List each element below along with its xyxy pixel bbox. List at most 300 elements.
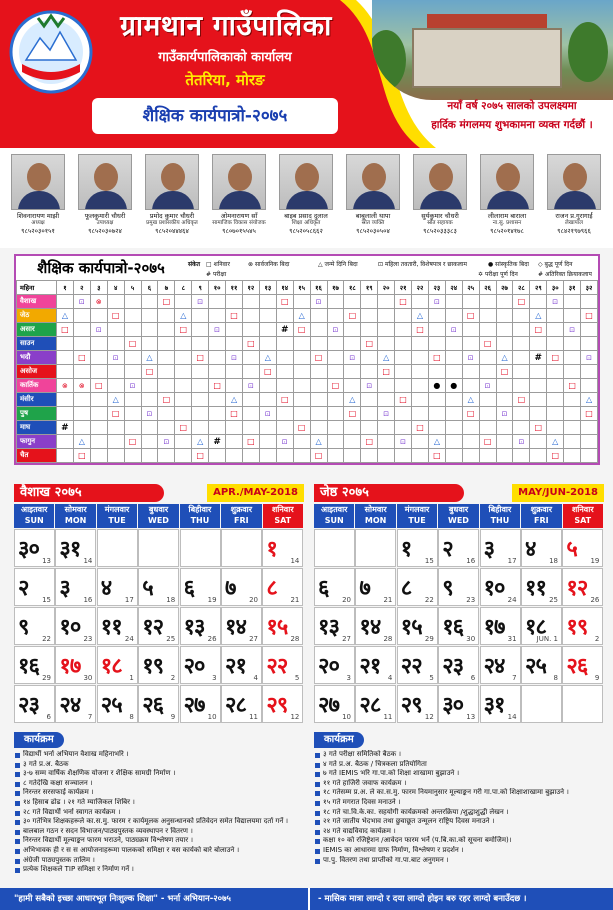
weekday-nepali: शनिवार	[571, 505, 594, 514]
day-cell: ⊡	[564, 323, 581, 337]
weekday-english: MON	[364, 516, 387, 525]
official-name: शिवनारायण माझी	[16, 212, 60, 220]
day-cell	[293, 449, 310, 463]
portrait-photo	[279, 154, 333, 210]
legend-symbol-icon: #	[538, 271, 544, 278]
day-cell	[327, 309, 344, 323]
day-cell	[192, 421, 209, 435]
day-cell	[496, 393, 513, 407]
day-cell	[428, 323, 445, 337]
day-cell	[496, 309, 513, 323]
day-cell	[107, 295, 124, 309]
day-cell: □	[547, 449, 564, 463]
day-cell	[445, 365, 462, 379]
day-cell	[378, 435, 395, 449]
date-cell	[521, 685, 562, 723]
day-cell	[344, 379, 361, 393]
official-role: सामाजिक विकास संयोजक	[212, 220, 266, 226]
day-cell	[445, 435, 462, 449]
date-cell	[97, 529, 138, 567]
day-cell	[293, 337, 310, 351]
day-cell: ●	[428, 379, 445, 393]
calendar-header	[14, 484, 304, 502]
english-date: 9	[594, 674, 600, 682]
month-name: जेठ	[17, 309, 57, 323]
day-cell	[226, 435, 243, 449]
day-cell	[581, 365, 598, 379]
day-cell: □	[395, 393, 412, 407]
day-cell: △	[462, 393, 479, 407]
day-cell	[479, 393, 496, 407]
program-item: ७ गते IEMIS भरि गा.पा.को शिक्षा शाखामा बुझाउने ।	[314, 769, 609, 779]
day-cell: □	[124, 337, 141, 351]
day-cell	[530, 407, 547, 421]
day-number-header: ४	[107, 281, 124, 295]
program-item: १८ गतेसम्म प्र.अ. ले का.स.मु. फारम नियमानुसार मूल्याङ्कन गरी गा.पा.को शिक्षाशाखामा बुझाउने ।	[314, 788, 609, 798]
day-cell: □	[412, 323, 429, 337]
day-cell: ⊡	[378, 407, 395, 421]
english-date: 10	[342, 713, 351, 721]
official-phone: ९८५२०५८६६२	[289, 227, 323, 235]
english-date: 23	[466, 596, 476, 604]
day-cell	[242, 351, 259, 365]
day-cell: □	[57, 323, 74, 337]
legend-symbol-icon: ⊡	[378, 261, 384, 268]
day-cell	[192, 309, 209, 323]
day-cell	[547, 323, 564, 337]
program-item: ८ गतेदेखि कक्षा सञ्चालन ।	[14, 779, 304, 789]
day-cell	[412, 393, 429, 407]
program-item: २१ गते जातीय भेदभाव तथा छुवाछूत उन्मूलन राष्ट्रिय दिवस मनाउने ।	[314, 817, 609, 827]
day-cell	[107, 421, 124, 435]
day-cell	[259, 435, 276, 449]
legend-header: संकेत	[188, 261, 201, 268]
program-item: बालबाल गठन र सदन विभाजन/पाठ्यपुस्तक व्यवस्थापन र वितरण ।	[14, 827, 304, 837]
weekday-nepali: मंगलवार	[104, 505, 130, 514]
nepali-date: १६	[18, 654, 39, 679]
day-cell	[175, 393, 192, 407]
day-cell	[141, 421, 158, 435]
date-cell	[562, 685, 603, 723]
weekday-header-row	[14, 504, 304, 528]
day-cell	[158, 309, 175, 323]
nepali-date: १२	[566, 576, 588, 601]
english-date: 2	[170, 674, 176, 682]
month-row	[17, 379, 598, 393]
english-date: 18	[166, 596, 176, 604]
day-cell	[242, 449, 259, 463]
calendar-banner: शैक्षिक कार्यपात्रो-२०७५	[92, 98, 338, 134]
day-cell: □	[158, 393, 175, 407]
portrait-photo	[480, 154, 534, 210]
day-cell	[327, 407, 344, 421]
day-cell: □	[530, 421, 547, 435]
day-cell	[513, 351, 530, 365]
legend-item	[206, 270, 226, 278]
day-cell	[293, 379, 310, 393]
day-cell	[175, 337, 192, 351]
day-cell: □	[259, 365, 276, 379]
day-cell: □	[73, 351, 90, 365]
day-cell	[293, 393, 310, 407]
day-cell	[327, 393, 344, 407]
day-cell	[361, 309, 378, 323]
location-text: तेतरिया, मोरङ	[185, 71, 265, 89]
day-cell: ⊡	[496, 407, 513, 421]
official-card	[142, 154, 202, 246]
program-item: ११ गते हाजिरी जवाफ कार्यक्रम ।	[314, 779, 609, 789]
legend-text: शनिवार	[213, 261, 230, 268]
english-date: 25	[549, 596, 558, 604]
day-cell	[395, 351, 412, 365]
day-cell: #	[209, 435, 226, 449]
day-cell	[276, 379, 293, 393]
weekday-english: THU	[190, 516, 210, 525]
day-cell	[361, 351, 378, 365]
english-date: 13	[466, 713, 476, 721]
day-cell	[226, 337, 243, 351]
date-cell	[480, 685, 521, 723]
day-cell	[107, 435, 124, 449]
day-cell	[462, 365, 479, 379]
day-cell	[192, 323, 209, 337]
day-cell: △	[259, 351, 276, 365]
day-cell	[293, 435, 310, 449]
day-cell: □	[226, 309, 243, 323]
day-cell	[158, 365, 175, 379]
day-cell	[564, 407, 581, 421]
legend-symbol-icon: #	[206, 271, 212, 278]
day-cell	[175, 351, 192, 365]
day-cell: □	[175, 421, 192, 435]
day-cell	[242, 365, 259, 379]
day-cell	[327, 295, 344, 309]
date-cell	[262, 607, 303, 645]
day-cell	[428, 421, 445, 435]
day-cell	[496, 435, 513, 449]
english-date: 21	[290, 596, 300, 604]
day-cell	[445, 309, 462, 323]
day-cell: □	[395, 295, 412, 309]
legend-text: बुद्ध पूर्ण दिन	[544, 261, 573, 268]
date-cell	[221, 568, 262, 606]
day-cell	[175, 379, 192, 393]
day-cell: ⊡	[445, 323, 462, 337]
date-cell	[14, 568, 55, 606]
date-cell	[221, 685, 262, 723]
day-cell: □	[175, 323, 192, 337]
day-cell	[513, 323, 530, 337]
day-cell	[209, 365, 226, 379]
day-cell: □	[378, 365, 395, 379]
english-date: 7	[87, 713, 93, 721]
official-card	[343, 154, 403, 246]
official-name: सुर्यकुमार चौधरी	[421, 212, 459, 220]
day-cell: ⊡	[141, 407, 158, 421]
weekday-english: SUN	[24, 516, 44, 525]
official-name: बाबुलाली थापा	[355, 212, 391, 220]
portrait-photo	[212, 154, 266, 210]
day-cell	[361, 421, 378, 435]
weekday-nepali: आइतवार	[20, 505, 48, 514]
day-cell	[192, 379, 209, 393]
date-cell	[521, 646, 562, 684]
nepali-date: २३	[18, 693, 39, 718]
official-role: अध्यक्ष	[31, 220, 45, 226]
month-name: चैत	[17, 449, 57, 463]
day-cell	[361, 449, 378, 463]
day-cell	[124, 365, 141, 379]
english-date: 19	[590, 557, 600, 565]
english-date: 14	[83, 557, 93, 565]
day-number-header: २८	[513, 281, 530, 295]
day-cell	[158, 323, 175, 337]
nepali-date: १७	[483, 615, 505, 640]
legend-symbol-icon: ✡	[478, 271, 484, 278]
day-number-header: ११	[226, 281, 243, 295]
day-cell	[158, 351, 175, 365]
day-cell	[530, 379, 547, 393]
day-cell	[226, 295, 243, 309]
day-cell: ⊡	[361, 379, 378, 393]
official-role: लेखापाल	[565, 220, 583, 226]
day-number-header: २६	[479, 281, 496, 295]
date-cell	[314, 685, 355, 723]
day-cell	[192, 393, 209, 407]
program-item: १८ गते चा.वि.के.का. सहयोगी कार्यक्रमको अन्तरक्रिया /शुद्धाशुद्धी लेखन ।	[314, 808, 609, 818]
day-cell	[479, 295, 496, 309]
english-date: 5	[429, 674, 434, 682]
office-subtitle: गाउँकार्यपालिकाको कार्यालय	[158, 50, 292, 65]
day-cell	[513, 449, 530, 463]
day-cell	[479, 365, 496, 379]
program-item: IEMIS का आधारमा ग्राफ निर्माण, विश्लेषण र प्रदर्शन ।	[314, 846, 609, 856]
legend-text: परीक्षा	[212, 271, 227, 278]
day-cell: ⊡	[276, 435, 293, 449]
date-cell	[562, 646, 603, 684]
nepali-date: १०	[483, 576, 505, 601]
legend-symbol-icon: ⊗	[248, 261, 254, 268]
date-cell	[262, 685, 303, 723]
day-cell	[276, 421, 293, 435]
day-cell: □	[242, 435, 259, 449]
day-cell	[513, 337, 530, 351]
day-cell	[564, 435, 581, 449]
legend-item	[378, 260, 467, 268]
program-item: ३-७ सम्म वार्षिक शैक्षणिक योजना र शैक्षिक सामग्री निर्माण ।	[14, 769, 304, 779]
day-number-header: १३	[259, 281, 276, 295]
day-cell	[530, 337, 547, 351]
date-cell	[355, 568, 396, 606]
academic-grid-title: शैक्षिक कार्यपात्रो-२०७५	[16, 256, 186, 280]
day-cell	[378, 309, 395, 323]
english-date: 9	[170, 713, 176, 721]
day-cell: □	[293, 323, 310, 337]
nepali-date: २०	[183, 654, 205, 679]
english-date: 24	[507, 596, 517, 604]
day-cell: □	[141, 365, 158, 379]
nepali-date: १	[266, 537, 277, 562]
program-item: प्रत्येक शिक्षकले TIP समिक्षा र निर्माण गर्ने ।	[14, 865, 304, 875]
program-items	[314, 750, 609, 865]
month-row	[17, 309, 598, 323]
day-cell	[344, 365, 361, 379]
nepali-date: २१	[225, 654, 246, 679]
month-name: साउन	[17, 337, 57, 351]
weekday-nepali: शुक्रवार	[530, 505, 553, 514]
legend-text: अतिरिक्त क्रियाकलाप	[544, 271, 592, 278]
day-cell	[107, 365, 124, 379]
day-cell: □	[293, 421, 310, 435]
day-cell	[226, 421, 243, 435]
day-cell: ⊡	[479, 379, 496, 393]
day-cell	[310, 365, 327, 379]
english-date: 30	[83, 674, 93, 682]
day-cell: △	[547, 435, 564, 449]
date-cell	[562, 607, 603, 645]
day-cell	[293, 407, 310, 421]
day-cell	[158, 379, 175, 393]
day-cell: ⊡	[547, 295, 564, 309]
official-card	[544, 154, 604, 246]
date-cell	[55, 568, 96, 606]
date-cell	[221, 607, 262, 645]
day-cell	[259, 309, 276, 323]
official-name: बाइब प्रसाद दुलाल	[284, 212, 328, 220]
day-cell	[141, 393, 158, 407]
day-cell: □	[276, 295, 293, 309]
english-date: 27	[342, 635, 351, 643]
legend-symbol-icon: ●	[488, 261, 494, 268]
date-cell	[314, 529, 355, 567]
official-phone: ९८५२०३३३८३	[423, 227, 457, 235]
program-list-1	[14, 732, 304, 882]
day-cell	[259, 337, 276, 351]
day-cell	[378, 379, 395, 393]
program-item: ३ गते परीक्षा समितिको बैठक ।	[314, 750, 609, 760]
date-cell	[180, 607, 221, 645]
nepali-date: ६	[318, 576, 329, 601]
day-cell	[513, 365, 530, 379]
weekday-header	[263, 504, 303, 528]
day-cell: ⊡	[73, 295, 90, 309]
day-number-header: १४	[276, 281, 293, 295]
day-cell	[141, 337, 158, 351]
nepali-date: २७	[183, 693, 205, 718]
date-cell	[138, 568, 179, 606]
date-cell	[14, 529, 55, 567]
day-cell	[581, 379, 598, 393]
date-cell	[397, 607, 438, 645]
day-cell: □	[412, 421, 429, 435]
weekday-english: FRI	[234, 516, 249, 525]
date-cell	[262, 529, 303, 567]
day-cell	[242, 407, 259, 421]
day-cell	[175, 295, 192, 309]
day-number-header: १८	[344, 281, 361, 295]
nepali-date: १३	[318, 615, 339, 640]
office-building-photo	[372, 0, 613, 100]
day-cell: △	[344, 393, 361, 407]
day-cell	[479, 449, 496, 463]
date-cell	[14, 607, 55, 645]
day-cell	[412, 379, 429, 393]
day-cell	[564, 295, 581, 309]
weekday-nepali: सोमवार	[64, 505, 87, 514]
official-card	[75, 154, 135, 246]
english-date: 20	[249, 596, 258, 604]
english-date: 17	[507, 557, 517, 565]
english-date: 29	[424, 635, 434, 643]
day-cell	[107, 337, 124, 351]
day-number-header: २५	[462, 281, 479, 295]
english-date: 12	[424, 713, 434, 721]
day-cell: △	[378, 351, 395, 365]
day-cell	[428, 407, 445, 421]
day-cell	[395, 407, 412, 421]
day-cell	[175, 449, 192, 463]
day-cell: □	[530, 323, 547, 337]
day-cell	[192, 365, 209, 379]
day-cell	[327, 435, 344, 449]
academic-calendar-grid	[14, 254, 600, 465]
weekday-header	[355, 504, 395, 528]
day-cell	[395, 337, 412, 351]
day-cell	[378, 393, 395, 407]
day-cell	[378, 421, 395, 435]
official-phone: ९८५२०१४१७८	[490, 227, 524, 235]
month-name: कार्तिक	[17, 379, 57, 393]
english-date: 3	[346, 674, 351, 682]
day-cell	[310, 379, 327, 393]
day-cell	[445, 407, 462, 421]
day-cell	[90, 309, 107, 323]
day-cell	[462, 435, 479, 449]
day-cell	[73, 323, 90, 337]
day-cell	[192, 337, 209, 351]
day-number-header: १६	[310, 281, 327, 295]
english-date: 15	[42, 596, 51, 604]
day-cell: ⊡	[226, 351, 243, 365]
english-date: 3	[212, 674, 217, 682]
day-cell	[57, 393, 74, 407]
day-number-header: २४	[445, 281, 462, 295]
day-cell	[209, 449, 226, 463]
weekday-header	[180, 504, 220, 528]
legend-item	[478, 270, 518, 278]
legend-item	[248, 260, 289, 268]
day-cell: □	[192, 449, 209, 463]
english-date: 16	[83, 596, 93, 604]
date-cell	[180, 568, 221, 606]
day-cell	[310, 309, 327, 323]
english-date: 22	[424, 596, 434, 604]
day-cell: □	[462, 309, 479, 323]
program-item: ३ गते प्र.अ. बैठक	[14, 760, 304, 770]
english-date: 8	[129, 713, 134, 721]
day-cell	[564, 449, 581, 463]
day-cell	[276, 337, 293, 351]
official-card	[8, 154, 68, 246]
day-cell	[513, 379, 530, 393]
day-cell	[445, 295, 462, 309]
day-cell	[124, 323, 141, 337]
weekday-english: FRI	[534, 516, 549, 525]
day-cell	[107, 323, 124, 337]
nepali-date: २०	[318, 654, 339, 679]
day-cell	[344, 323, 361, 337]
day-cell	[90, 365, 107, 379]
